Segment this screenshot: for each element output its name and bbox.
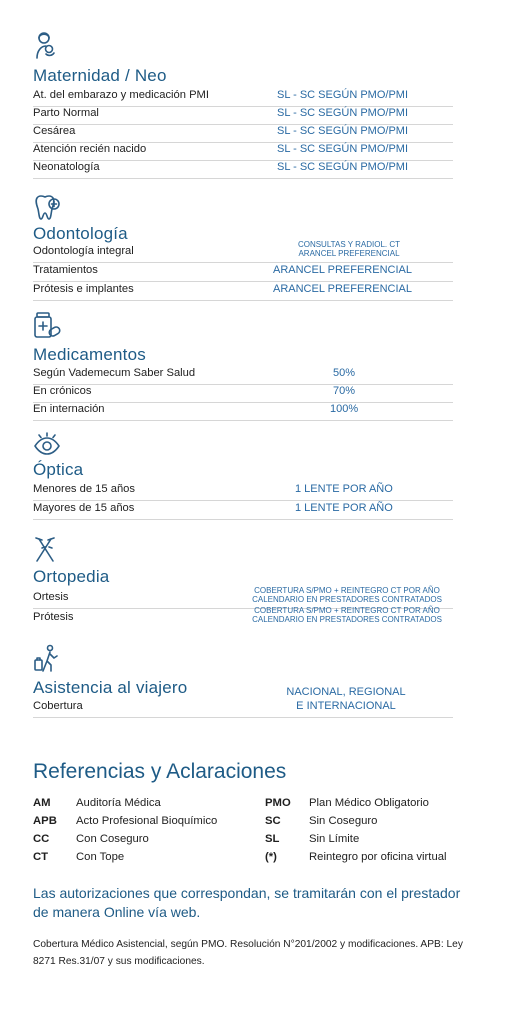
row-label: Parto Normal [33, 107, 99, 119]
reference-value: Plan Médico Obligatorio [309, 797, 429, 809]
tooth-plus-icon [32, 192, 62, 222]
row-label: Tratamientos [33, 264, 98, 276]
row-value: 100% [330, 403, 359, 415]
eye-icon [32, 430, 62, 460]
row-value: SL - SC SEGÚN PMO/PMI [277, 161, 409, 173]
row-label: Según Vademecum Saber Salud [33, 367, 196, 379]
row-value-line: CALENDARIO EN PRESTADORES CONTRATADOS [252, 595, 442, 604]
row-value: 50% [333, 367, 356, 379]
section-title-maternidad: Maternidad / Neo [33, 66, 167, 85]
row-value-line: CONSULTAS Y RADIOL. CT [297, 240, 401, 249]
reference-key: SC [265, 815, 281, 827]
row-label: Atención recién nacido [33, 143, 147, 155]
row-value [229, 606, 465, 624]
row-value: SL - SC SEGÚN PMO/PMI [277, 143, 409, 155]
row-value-line: COBERTURA S/PMO + REINTEGRO CT POR AÑO [254, 586, 440, 595]
row-label: Prótesis [33, 611, 74, 623]
row-value-line: NACIONAL, REGIONAL [286, 686, 406, 698]
reference-value: Con Coseguro [76, 833, 149, 845]
reference-value: Reintegro por oficina virtual [309, 851, 447, 863]
table-row [33, 402, 453, 421]
reference-key: (*) [265, 851, 277, 863]
section-title-optica: Óptica [33, 460, 84, 479]
row-label: Menores de 15 años [33, 483, 135, 495]
row-value: 1 LENTE POR AÑO [295, 502, 393, 514]
table-row [33, 124, 453, 143]
reference-value: Auditoría Médica [76, 797, 161, 809]
row-value: ARANCEL PREFERENCIAL [273, 283, 412, 295]
table-row [33, 263, 453, 282]
medicine-bottle-icon [32, 310, 62, 340]
reference-key: AM [33, 797, 51, 809]
references-title: Referencias y Aclaraciones [33, 760, 287, 783]
crutches-icon [32, 534, 62, 564]
footer-legal-text: Cobertura Médico Asistencial, según PMO. Resolución N°201/2002 y modificaciones. APB: Ley 8271 Res.31/07 y sus modificaciones. [33, 939, 463, 967]
row-label: En internación [33, 403, 105, 415]
row-label: Neonatología [33, 161, 100, 173]
row-label: Odontología integral [33, 245, 134, 257]
reference-key: CT [33, 851, 49, 863]
section-title-medicamentos: Medicamentos [33, 345, 146, 364]
row-label: Ortesis [33, 591, 69, 603]
section-title-odontologia: Odontología [33, 224, 128, 243]
row-value: 1 LENTE POR AÑO [295, 483, 393, 495]
row-value-line: ARANCEL PREFERENCIAL [298, 249, 400, 258]
table-row [33, 366, 453, 385]
table-row [33, 88, 453, 107]
section-title-asistencia: Asistencia al viajero [33, 678, 188, 697]
reference-key: APB [33, 815, 57, 827]
table-row [33, 240, 453, 263]
reference-value: Sin Coseguro [309, 815, 378, 827]
row-label: Prótesis e implantes [33, 283, 134, 295]
row-value: SL - SC SEGÚN PMO/PMI [277, 107, 409, 119]
table-row [33, 282, 453, 301]
row-value [281, 685, 411, 713]
section-title-ortopedia: Ortopedia [33, 567, 110, 586]
reference-value: Con Tope [76, 851, 125, 863]
row-label: En crónicos [33, 385, 92, 397]
row-label: Cesárea [33, 125, 76, 137]
table-row [33, 142, 453, 161]
row-value: SL - SC SEGÚN PMO/PMI [277, 125, 409, 137]
row-value-line: CALENDARIO EN PRESTADORES CONTRATADOS [252, 615, 442, 624]
traveler-luggage-icon [32, 644, 62, 674]
row-value-line: COBERTURA S/PMO + REINTEGRO CT POR AÑO [254, 606, 440, 615]
table-row [33, 482, 453, 501]
mother-baby-icon [32, 30, 62, 60]
table-row [33, 501, 453, 520]
row-value: 70% [333, 385, 356, 397]
row-value: ARANCEL PREFERENCIAL [273, 264, 412, 276]
reference-value: Acto Profesional Bioquímico [76, 815, 218, 827]
row-label: Mayores de 15 años [33, 502, 135, 514]
row-value: SL - SC SEGÚN PMO/PMI [277, 89, 409, 101]
row-label: Cobertura [33, 700, 83, 712]
reference-value: Sin Límite [309, 833, 360, 845]
table-row [33, 160, 453, 179]
row-value [229, 586, 465, 604]
table-row [33, 606, 453, 628]
reference-key: SL [265, 833, 280, 845]
row-value [279, 240, 419, 258]
reference-key: PMO [265, 797, 291, 809]
table-row [33, 106, 453, 125]
table-row [33, 384, 453, 403]
row-value-line: E INTERNACIONAL [296, 700, 396, 712]
reference-key: CC [33, 833, 50, 845]
authorization-note: Las autorizaciones que correspondan, se tramitarán con el prestador de manera Online vía web. [33, 885, 461, 920]
row-label: At. del embarazo y medicación PMI [33, 89, 209, 101]
